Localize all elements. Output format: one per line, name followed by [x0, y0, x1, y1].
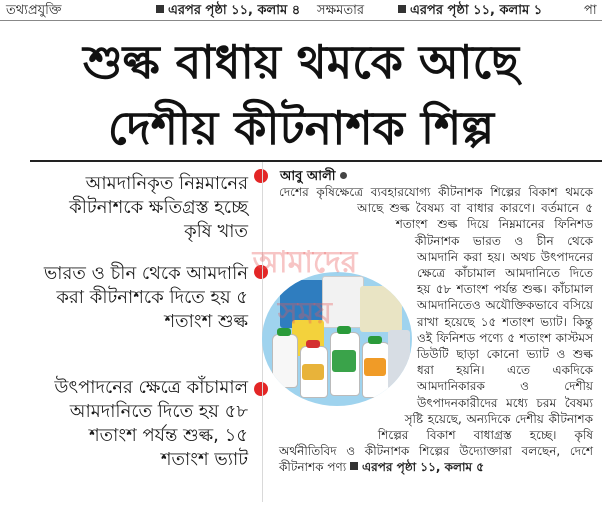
- watermark: আমাদের সময়: [252, 245, 358, 331]
- article-body-text: দেশের কৃষিক্ষেত্রে ব্যবহারযোগ্য কীটনাশক শিল্পের বিকাশ থমকে আছে শুল্ক বৈষম্য বা বাধার কারণে। বর্তমানে ৫ শতাংশ শুল্ক দিয়ে নিম্নমানের ফিনিশড কীটনাশক ভারত ও চীন থেকে আমদানি করা হয়। অথচ উৎপাদনের ক্ষেত্রে কাঁচামাল আমদানিতে দিতে হয় ৫৮ শতাংশ পর্যন্ত শুল্ক। কাঁচামাল আমদানিতেও অযৌক্তিকভাবে বসিয়ে রাখা হয়েছে ১৫ শতাংশ ভ্যাট। কিন্তু ওই ফিনিশড পণ্যে ৫ শতাংশ কাস্টমস ডিউটি ছাড়া কোনো ভ্যাট ও শুল্ক ধরা হয়নি। এতে একদিকে আমদানিকারক ও দেশীয় উৎপাদনকারীদের মধ্যে চরম বৈষম্য সৃষ্টি হয়েছে, অন্যদিকে দেশীয় কীটনাশক শিল্পের বিকাশ বাধাগ্রস্ত হচ্ছে। কৃষি অর্থনীতিবিদ ও কীটনাশক শিল্পের উদ্যোক্তারা বলছেন, দেশে কীটনাশক পণ্য: [279, 185, 593, 475]
- top-divider: [0, 20, 602, 21]
- top-strip: [0, 0, 602, 22]
- pesticide-products-photo: [262, 272, 412, 406]
- byline: আবু আলী: [280, 167, 347, 188]
- continuation-ref-2: এরপর পৃষ্ঠা ১১, কলাম ১: [398, 1, 542, 22]
- continuation-ref-1: এরপর পৃষ্ঠা ১১, কলাম ৪: [156, 1, 300, 22]
- headline-rule: [30, 160, 602, 162]
- edge-fragment: পা: [584, 3, 597, 18]
- headline-line-1: শুল্ক বাধায় থমকে আছে: [83, 35, 519, 89]
- section-label: তথ্যপ্রযুক্তি: [6, 3, 62, 18]
- pullquote-1: আমদানিকৃত নিম্নমানের কীটনাশকে ক্ষতিগ্রস্ত হচ্ছে কৃষি খাত: [69, 173, 248, 242]
- square-bullet-icon: [398, 5, 406, 13]
- dot-icon: [340, 172, 347, 179]
- red-dot-icon: [254, 265, 268, 279]
- prev-story-fragment: সক্ষমতার: [317, 3, 365, 18]
- continuation-ref-3: এরপর পৃষ্ঠা ১১, কলাম ৫: [350, 460, 484, 474]
- square-bullet-icon: [350, 462, 358, 470]
- red-dot-icon: [254, 382, 268, 396]
- square-bullet-icon: [156, 5, 164, 13]
- pullquote-3: উৎপাদনের ক্ষেত্রে কাঁচামাল আমদানিতে দিতে হয় ৫৮ শতাংশ পর্যন্ত শুল্ক, ১৫ শতাংশ ভ্যাট: [54, 377, 248, 470]
- pullquote-2: ভারত ও চীন থেকে আমদানি করা কীটনাশকে দিতে হয় ৫ শতাংশ শুল্ক: [43, 263, 248, 332]
- headline-line-2: দেশীয় কীটনাশক শিল্প: [107, 101, 495, 155]
- red-dot-icon: [254, 169, 268, 183]
